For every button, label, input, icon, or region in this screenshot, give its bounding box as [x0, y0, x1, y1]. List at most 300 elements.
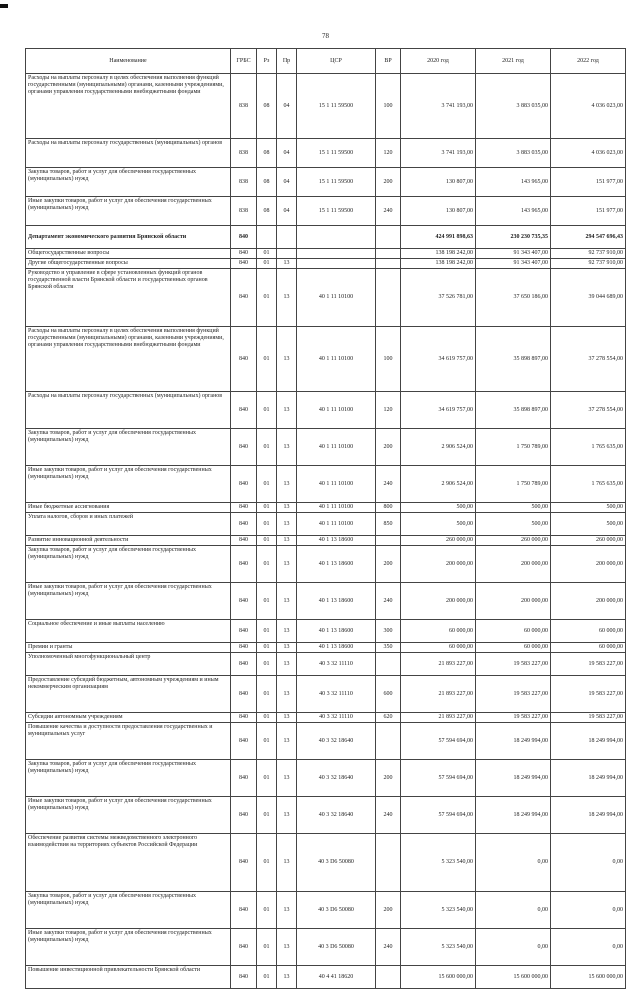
- cell-y2021: 500,00: [476, 513, 551, 536]
- cell-pr: 13: [277, 620, 297, 643]
- cell-name: Повышение инвестиционной привлекательности Брянской области: [26, 966, 231, 989]
- header-pr: Пр: [277, 49, 297, 74]
- cell-csr: 40 3 32 11110: [297, 653, 376, 676]
- cell-name: Социальное обеспечение и иные выплаты населению: [26, 620, 231, 643]
- cell-csr: 40 3 32 11110: [297, 676, 376, 713]
- page-number: 78: [322, 32, 329, 40]
- cell-rz: 01: [257, 797, 277, 834]
- cell-y2020: 60 000,00: [401, 620, 476, 643]
- cell-y2020: 3 741 193,00: [401, 74, 476, 139]
- cell-y2021: 91 343 407,00: [476, 259, 551, 269]
- cell-pr: 13: [277, 892, 297, 929]
- cell-name: Развитие инновационной деятельности: [26, 536, 231, 546]
- cell-pr: 13: [277, 643, 297, 653]
- cell-y2022: 500,00: [551, 503, 626, 513]
- budget-table: [25, 48, 626, 989]
- table-row: [26, 760, 626, 797]
- cell-vr: [376, 653, 401, 676]
- cell-y2020: 3 741 193,00: [401, 139, 476, 168]
- cell-y2022: 15 600 000,00: [551, 966, 626, 989]
- cell-y2021: 0,00: [476, 929, 551, 966]
- header-name: Наименование: [26, 49, 231, 74]
- cell-y2022: 0,00: [551, 929, 626, 966]
- cell-vr: [376, 834, 401, 892]
- cell-vr: 120: [376, 392, 401, 429]
- cell-rz: 08: [257, 74, 277, 139]
- cell-rz: [257, 226, 277, 249]
- cell-grbs: 840: [231, 466, 257, 503]
- cell-y2021: 35 898 897,00: [476, 392, 551, 429]
- cell-y2022: 151 977,00: [551, 168, 626, 197]
- cell-y2022: 4 036 023,00: [551, 74, 626, 139]
- cell-csr: 40 1 11 10100: [297, 429, 376, 466]
- cell-csr: [297, 259, 376, 269]
- cell-y2022: 60 000,00: [551, 643, 626, 653]
- cell-grbs: 840: [231, 676, 257, 713]
- cell-grbs: 840: [231, 392, 257, 429]
- cell-rz: 01: [257, 760, 277, 797]
- cell-rz: 01: [257, 676, 277, 713]
- cell-rz: 01: [257, 513, 277, 536]
- cell-y2022: 200 000,00: [551, 546, 626, 583]
- cell-vr: [376, 249, 401, 259]
- cell-pr: 13: [277, 676, 297, 713]
- cell-pr: 13: [277, 327, 297, 392]
- cell-vr: [376, 269, 401, 327]
- cell-name: Закупка товаров, работ и услуг для обеспечения государственных (муниципальных) нужд: [26, 168, 231, 197]
- cell-name: Расходы на выплаты персоналу в целях обеспечения выполнения функций государственными (муниципальными) органами, казенными учреждениями, органами управления государственными внебюджетными фондами: [26, 327, 231, 392]
- table-row: [26, 892, 626, 929]
- cell-y2022: 18 249 994,00: [551, 797, 626, 834]
- cell-name: Департамент экономического развития Брянской области: [26, 226, 231, 249]
- cell-vr: 200: [376, 429, 401, 466]
- cell-name: Уплата налогов, сборов и иных платежей: [26, 513, 231, 536]
- cell-grbs: 840: [231, 760, 257, 797]
- cell-y2020: 200 000,00: [401, 583, 476, 620]
- cell-y2022: 39 044 689,00: [551, 269, 626, 327]
- cell-vr: 240: [376, 583, 401, 620]
- cell-vr: 100: [376, 327, 401, 392]
- cell-y2021: 19 583 227,00: [476, 713, 551, 723]
- cell-csr: 40 1 13 18600: [297, 546, 376, 583]
- cell-rz: 01: [257, 392, 277, 429]
- cell-name: Премии и гранты: [26, 643, 231, 653]
- cell-rz: 01: [257, 466, 277, 503]
- cell-rz: 01: [257, 643, 277, 653]
- cell-y2020: 138 198 242,00: [401, 249, 476, 259]
- cell-y2021: 143 965,00: [476, 197, 551, 226]
- cell-rz: 01: [257, 929, 277, 966]
- cell-name: Субсидии автономным учреждениям: [26, 713, 231, 723]
- cell-pr: [277, 249, 297, 259]
- cell-y2022: 19 583 227,00: [551, 676, 626, 713]
- cell-y2021: 1 750 789,00: [476, 466, 551, 503]
- cell-grbs: 838: [231, 197, 257, 226]
- cell-pr: 13: [277, 797, 297, 834]
- table-row: [26, 249, 626, 259]
- cell-y2022: 0,00: [551, 892, 626, 929]
- cell-csr: 40 1 13 18600: [297, 620, 376, 643]
- cell-y2022: 294 547 696,43: [551, 226, 626, 249]
- cell-name: Обеспечение развития системы межведомственного электронного взаимодействия на территориях субъектов Российской Федерации: [26, 834, 231, 892]
- cell-name: Закупка товаров, работ и услуг для обеспечения государственных (муниципальных) нужд: [26, 760, 231, 797]
- cell-grbs: 840: [231, 620, 257, 643]
- cell-grbs: 840: [231, 797, 257, 834]
- cell-y2020: 2 906 524,00: [401, 466, 476, 503]
- cell-y2021: 19 583 227,00: [476, 676, 551, 713]
- cell-y2020: 21 893 227,00: [401, 653, 476, 676]
- cell-grbs: 840: [231, 929, 257, 966]
- cell-rz: 01: [257, 966, 277, 989]
- cell-name: Иные бюджетные ассигнования: [26, 503, 231, 513]
- cell-name: Иные закупки товаров, работ и услуг для обеспечения государственных (муниципальных) нужд: [26, 583, 231, 620]
- cell-y2021: 200 000,00: [476, 546, 551, 583]
- cell-pr: 13: [277, 269, 297, 327]
- cell-y2021: 18 249 994,00: [476, 723, 551, 760]
- table-row: [26, 797, 626, 834]
- cell-y2021: 230 230 735,35: [476, 226, 551, 249]
- cell-csr: 40 3 D6 50080: [297, 892, 376, 929]
- cell-vr: [376, 966, 401, 989]
- cell-grbs: 840: [231, 269, 257, 327]
- table-row: [26, 583, 626, 620]
- cell-y2020: 57 594 694,00: [401, 760, 476, 797]
- cell-vr: 100: [376, 74, 401, 139]
- table-row: [26, 392, 626, 429]
- cell-vr: 200: [376, 892, 401, 929]
- cell-grbs: 840: [231, 966, 257, 989]
- cell-csr: 40 1 13 18600: [297, 536, 376, 546]
- cell-y2020: 138 198 242,00: [401, 259, 476, 269]
- cell-pr: 13: [277, 429, 297, 466]
- cell-grbs: 840: [231, 892, 257, 929]
- cell-grbs: 840: [231, 713, 257, 723]
- cell-y2020: 37 526 781,00: [401, 269, 476, 327]
- cell-grbs: 840: [231, 643, 257, 653]
- cell-csr: 15 1 11 59500: [297, 197, 376, 226]
- table-row: [26, 226, 626, 249]
- cell-y2020: 200 000,00: [401, 546, 476, 583]
- cell-y2022: 200 000,00: [551, 583, 626, 620]
- cell-csr: 40 1 11 10100: [297, 327, 376, 392]
- cell-name: Расходы на выплаты персоналу государственных (муниципальных) органов: [26, 392, 231, 429]
- cell-vr: 800: [376, 503, 401, 513]
- cell-y2020: 5 323 540,00: [401, 929, 476, 966]
- cell-rz: 01: [257, 546, 277, 583]
- cell-y2022: 60 000,00: [551, 620, 626, 643]
- cell-grbs: 840: [231, 226, 257, 249]
- cell-pr: 04: [277, 168, 297, 197]
- table-row: [26, 713, 626, 723]
- cell-csr: 40 1 11 10100: [297, 466, 376, 503]
- table-row: [26, 653, 626, 676]
- cell-y2021: 1 750 789,00: [476, 429, 551, 466]
- cell-pr: 13: [277, 536, 297, 546]
- table-row: [26, 466, 626, 503]
- cell-pr: 13: [277, 466, 297, 503]
- cell-csr: 40 1 11 10100: [297, 513, 376, 536]
- cell-y2021: 19 583 227,00: [476, 653, 551, 676]
- cell-y2022: 4 036 023,00: [551, 139, 626, 168]
- table-row: [26, 513, 626, 536]
- cell-csr: 40 3 32 18640: [297, 723, 376, 760]
- cell-csr: 40 3 32 18640: [297, 760, 376, 797]
- cell-y2021: 18 249 994,00: [476, 760, 551, 797]
- table-row: [26, 620, 626, 643]
- cell-rz: 08: [257, 168, 277, 197]
- header-rz: Рз: [257, 49, 277, 74]
- cell-pr: 13: [277, 392, 297, 429]
- cell-y2022: 19 583 227,00: [551, 653, 626, 676]
- table-row: [26, 168, 626, 197]
- cell-rz: 01: [257, 583, 277, 620]
- table-row: [26, 139, 626, 168]
- cell-y2020: 34 619 757,00: [401, 392, 476, 429]
- cell-y2022: 18 249 994,00: [551, 760, 626, 797]
- cell-rz: 01: [257, 503, 277, 513]
- cell-y2022: 151 977,00: [551, 197, 626, 226]
- cell-rz: 01: [257, 653, 277, 676]
- cell-csr: 40 1 11 10100: [297, 269, 376, 327]
- cell-name: Иные закупки товаров, работ и услуг для обеспечения государственных (муниципальных) нужд: [26, 929, 231, 966]
- cell-pr: 13: [277, 966, 297, 989]
- cell-vr: 240: [376, 466, 401, 503]
- table-row: [26, 269, 626, 327]
- cell-y2020: 5 323 540,00: [401, 892, 476, 929]
- cell-y2021: 260 000,00: [476, 536, 551, 546]
- cell-grbs: 840: [231, 513, 257, 536]
- cell-grbs: 840: [231, 546, 257, 583]
- table-row: [26, 834, 626, 892]
- cell-y2020: 57 594 694,00: [401, 723, 476, 760]
- cell-vr: [376, 259, 401, 269]
- cell-y2020: 15 600 000,00: [401, 966, 476, 989]
- cell-y2020: 21 893 227,00: [401, 676, 476, 713]
- cell-y2022: 500,00: [551, 513, 626, 536]
- cell-csr: 15 1 11 59500: [297, 139, 376, 168]
- cell-name: Расходы на выплаты персоналу в целях обеспечения выполнения функций государственными (муниципальными) органами, казенными учреждениями, органами управления государственными внебюджетными фондами: [26, 74, 231, 139]
- cell-rz: 01: [257, 259, 277, 269]
- header-grbs: ГРБС: [231, 49, 257, 74]
- cell-y2020: 60 000,00: [401, 643, 476, 653]
- cell-vr: 240: [376, 929, 401, 966]
- cell-rz: 01: [257, 269, 277, 327]
- table-row: [26, 74, 626, 139]
- cell-rz: 01: [257, 723, 277, 760]
- cell-pr: 04: [277, 74, 297, 139]
- cell-grbs: 840: [231, 723, 257, 760]
- cell-name: Иные закупки товаров, работ и услуг для обеспечения государственных (муниципальных) нужд: [26, 197, 231, 226]
- cell-y2022: 92 737 910,00: [551, 249, 626, 259]
- cell-y2021: 3 883 035,00: [476, 139, 551, 168]
- cell-vr: 620: [376, 713, 401, 723]
- cell-name: Расходы на выплаты персоналу государственных (муниципальных) органов: [26, 139, 231, 168]
- cell-pr: 13: [277, 713, 297, 723]
- cell-name: Закупка товаров, работ и услуг для обеспечения государственных (муниципальных) нужд: [26, 892, 231, 929]
- table-row: [26, 503, 626, 513]
- cell-name: Повышение качества и доступности предоставления государственных и муниципальных услуг: [26, 723, 231, 760]
- table-row: [26, 536, 626, 546]
- cell-rz: 08: [257, 197, 277, 226]
- cell-pr: 13: [277, 503, 297, 513]
- cell-csr: 15 1 11 59500: [297, 168, 376, 197]
- header-2020: 2020 год: [401, 49, 476, 74]
- cell-vr: 350: [376, 643, 401, 653]
- page-corner-mark: [0, 4, 8, 8]
- cell-vr: 240: [376, 797, 401, 834]
- cell-grbs: 838: [231, 139, 257, 168]
- cell-y2022: 18 249 994,00: [551, 723, 626, 760]
- cell-y2021: 500,00: [476, 503, 551, 513]
- cell-y2021: 35 898 897,00: [476, 327, 551, 392]
- cell-grbs: 840: [231, 259, 257, 269]
- cell-rz: 01: [257, 536, 277, 546]
- table-body: [26, 74, 626, 989]
- cell-y2021: 37 650 186,00: [476, 269, 551, 327]
- header-2021: 2021 год: [476, 49, 551, 74]
- cell-name: Руководство и управление в сфере установленных функций органов государственной власти Брянской области и государственных органов Брянской области: [26, 269, 231, 327]
- cell-y2020: 500,00: [401, 503, 476, 513]
- cell-pr: 13: [277, 513, 297, 536]
- cell-grbs: 840: [231, 583, 257, 620]
- cell-rz: 08: [257, 139, 277, 168]
- cell-y2020: 424 991 898,63: [401, 226, 476, 249]
- cell-pr: 13: [277, 259, 297, 269]
- cell-csr: [297, 226, 376, 249]
- cell-y2022: 0,00: [551, 834, 626, 892]
- cell-pr: 13: [277, 653, 297, 676]
- cell-pr: 13: [277, 929, 297, 966]
- cell-csr: 15 1 11 59500: [297, 74, 376, 139]
- cell-name: Закупка товаров, работ и услуг для обеспечения государственных (муниципальных) нужд: [26, 429, 231, 466]
- table-header-row: [26, 49, 626, 74]
- cell-pr: 13: [277, 723, 297, 760]
- cell-pr: 04: [277, 139, 297, 168]
- cell-pr: 13: [277, 834, 297, 892]
- cell-csr: [297, 249, 376, 259]
- cell-rz: 01: [257, 713, 277, 723]
- cell-rz: 01: [257, 327, 277, 392]
- cell-grbs: 838: [231, 74, 257, 139]
- cell-csr: 40 3 D6 50080: [297, 834, 376, 892]
- cell-rz: 01: [257, 620, 277, 643]
- cell-csr: 40 4 41 18620: [297, 966, 376, 989]
- cell-name: Иные закупки товаров, работ и услуг для обеспечения государственных (муниципальных) нужд: [26, 466, 231, 503]
- header-csr: ЦСР: [297, 49, 376, 74]
- cell-grbs: 840: [231, 536, 257, 546]
- cell-y2020: 57 594 694,00: [401, 797, 476, 834]
- cell-csr: 40 3 32 18640: [297, 797, 376, 834]
- cell-y2020: 130 807,00: [401, 197, 476, 226]
- cell-vr: [376, 536, 401, 546]
- cell-y2020: 500,00: [401, 513, 476, 536]
- cell-rz: 01: [257, 429, 277, 466]
- cell-csr: 40 1 11 10100: [297, 503, 376, 513]
- cell-y2021: 60 000,00: [476, 643, 551, 653]
- cell-grbs: 840: [231, 327, 257, 392]
- cell-y2020: 260 000,00: [401, 536, 476, 546]
- table-row: [26, 327, 626, 392]
- cell-rz: 01: [257, 249, 277, 259]
- cell-name: Другие общегосударственные вопросы: [26, 259, 231, 269]
- cell-vr: 200: [376, 760, 401, 797]
- cell-grbs: 838: [231, 168, 257, 197]
- header-2022: 2022 год: [551, 49, 626, 74]
- table-row: [26, 676, 626, 713]
- cell-vr: [376, 226, 401, 249]
- cell-vr: [376, 723, 401, 760]
- cell-y2021: 200 000,00: [476, 583, 551, 620]
- cell-y2022: 37 278 554,00: [551, 392, 626, 429]
- cell-csr: 40 3 D6 50080: [297, 929, 376, 966]
- table-row: [26, 197, 626, 226]
- cell-vr: 200: [376, 168, 401, 197]
- table-row: [26, 429, 626, 466]
- cell-name: Предоставление субсидий бюджетным, автономным учреждениям и иным некоммерческим организациям: [26, 676, 231, 713]
- cell-vr: 850: [376, 513, 401, 536]
- cell-grbs: 840: [231, 429, 257, 466]
- cell-rz: 01: [257, 834, 277, 892]
- cell-y2022: 92 737 910,00: [551, 259, 626, 269]
- cell-grbs: 840: [231, 503, 257, 513]
- cell-y2022: 37 278 554,00: [551, 327, 626, 392]
- cell-y2021: 0,00: [476, 892, 551, 929]
- cell-vr: 120: [376, 139, 401, 168]
- cell-y2022: 260 000,00: [551, 536, 626, 546]
- cell-y2020: 21 893 227,00: [401, 713, 476, 723]
- cell-y2020: 2 906 524,00: [401, 429, 476, 466]
- cell-y2021: 91 343 407,00: [476, 249, 551, 259]
- cell-pr: [277, 226, 297, 249]
- cell-vr: 300: [376, 620, 401, 643]
- table-row: [26, 966, 626, 989]
- cell-pr: 13: [277, 583, 297, 620]
- cell-csr: 40 1 13 18600: [297, 583, 376, 620]
- cell-y2022: 1 765 635,00: [551, 429, 626, 466]
- cell-pr: 13: [277, 546, 297, 583]
- cell-csr: 40 1 13 18600: [297, 643, 376, 653]
- cell-name: Уполномоченный многофункциональный центр: [26, 653, 231, 676]
- table-row: [26, 929, 626, 966]
- cell-y2022: 19 583 227,00: [551, 713, 626, 723]
- cell-pr: 13: [277, 760, 297, 797]
- cell-vr: 600: [376, 676, 401, 713]
- table-row: [26, 643, 626, 653]
- cell-y2020: 34 619 757,00: [401, 327, 476, 392]
- cell-y2021: 0,00: [476, 834, 551, 892]
- cell-y2020: 130 807,00: [401, 168, 476, 197]
- cell-grbs: 840: [231, 653, 257, 676]
- cell-y2021: 60 000,00: [476, 620, 551, 643]
- table-row: [26, 723, 626, 760]
- cell-y2020: 5 323 540,00: [401, 834, 476, 892]
- cell-y2021: 3 883 035,00: [476, 74, 551, 139]
- table-row: [26, 259, 626, 269]
- cell-name: Общегосударственные вопросы: [26, 249, 231, 259]
- cell-vr: 240: [376, 197, 401, 226]
- cell-csr: 40 3 32 11110: [297, 713, 376, 723]
- cell-y2021: 15 600 000,00: [476, 966, 551, 989]
- cell-y2022: 1 765 635,00: [551, 466, 626, 503]
- cell-rz: 01: [257, 892, 277, 929]
- cell-grbs: 840: [231, 249, 257, 259]
- cell-vr: 200: [376, 546, 401, 583]
- cell-pr: 04: [277, 197, 297, 226]
- header-vr: ВР: [376, 49, 401, 74]
- cell-y2021: 143 965,00: [476, 168, 551, 197]
- table-row: [26, 546, 626, 583]
- cell-name: Закупка товаров, работ и услуг для обеспечения государственных (муниципальных) нужд: [26, 546, 231, 583]
